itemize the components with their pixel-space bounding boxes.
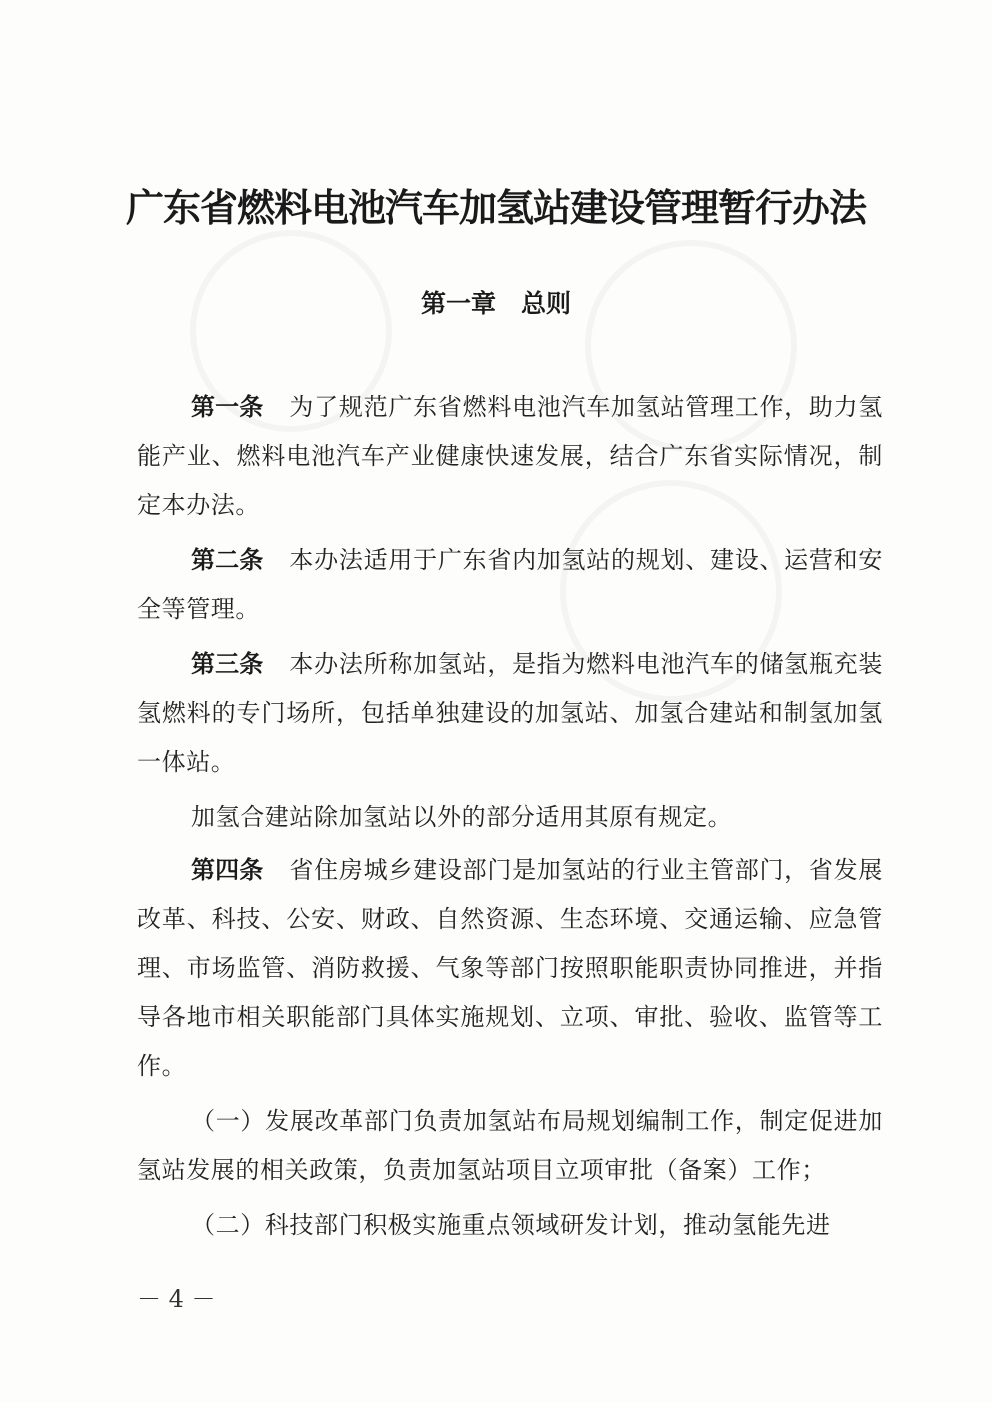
article-text: 省住房城乡建设部门是加氢站的行业主管部门，省发展改革、科技、公安、财政、自然资源、生态环境、交通运输、应急管理、市场监管、消防救援、气象等部门按照职能职责协同推进，并指导各地市相关职能部门具体实施规划、立项、审批、验收、监管等工作。: [137, 856, 883, 1080]
paragraph-text: 加氢合建站除加氢站以外的部分适用其原有规定。: [191, 803, 733, 831]
article-text: 本办法所称加氢站，是指为燃料电池汽车的储氢瓶充装氢燃料的专门场所，包括单独建设的加氢站、加氢合建站和制氢加氢一体站。: [137, 650, 883, 776]
chapter-heading: 第一章 总则: [420, 289, 571, 318]
article-2: [137, 536, 883, 634]
article-4-item-1: [137, 1097, 883, 1195]
paragraph-text: （一）发展改革部门负责加氢站布局规划编制工作，制定促进加氢站发展的相关政策，负责加氢站项目立项审批（备案）工作；: [137, 1107, 883, 1184]
article-3-note: [137, 793, 883, 842]
article-4-item-2: [137, 1201, 883, 1250]
article-1: [137, 383, 883, 530]
article-3: [137, 640, 883, 787]
document-title: 广东省燃料电池汽车加氢站建设管理暂行办法: [125, 185, 866, 230]
article-label: 第一条: [191, 393, 264, 421]
article-4: [137, 846, 883, 1091]
article-label: 第二条: [191, 546, 264, 574]
article-label: 第四条: [191, 856, 264, 884]
article-text: 本办法适用于广东省内加氢站的规划、建设、运营和安全等管理。: [137, 546, 883, 623]
document-body: [137, 383, 883, 1256]
paragraph-text: （二）科技部门积极实施重点领域研发计划，推动氢能先进: [191, 1211, 831, 1239]
article-label: 第三条: [191, 650, 264, 678]
page-number: － 4 －: [137, 1285, 216, 1313]
article-text: 为了规范广东省燃料电池汽车加氢站管理工作，助力氢能产业、燃料电池汽车产业健康快速发展，结合广东省实际情况，制定本办法。: [137, 393, 883, 519]
